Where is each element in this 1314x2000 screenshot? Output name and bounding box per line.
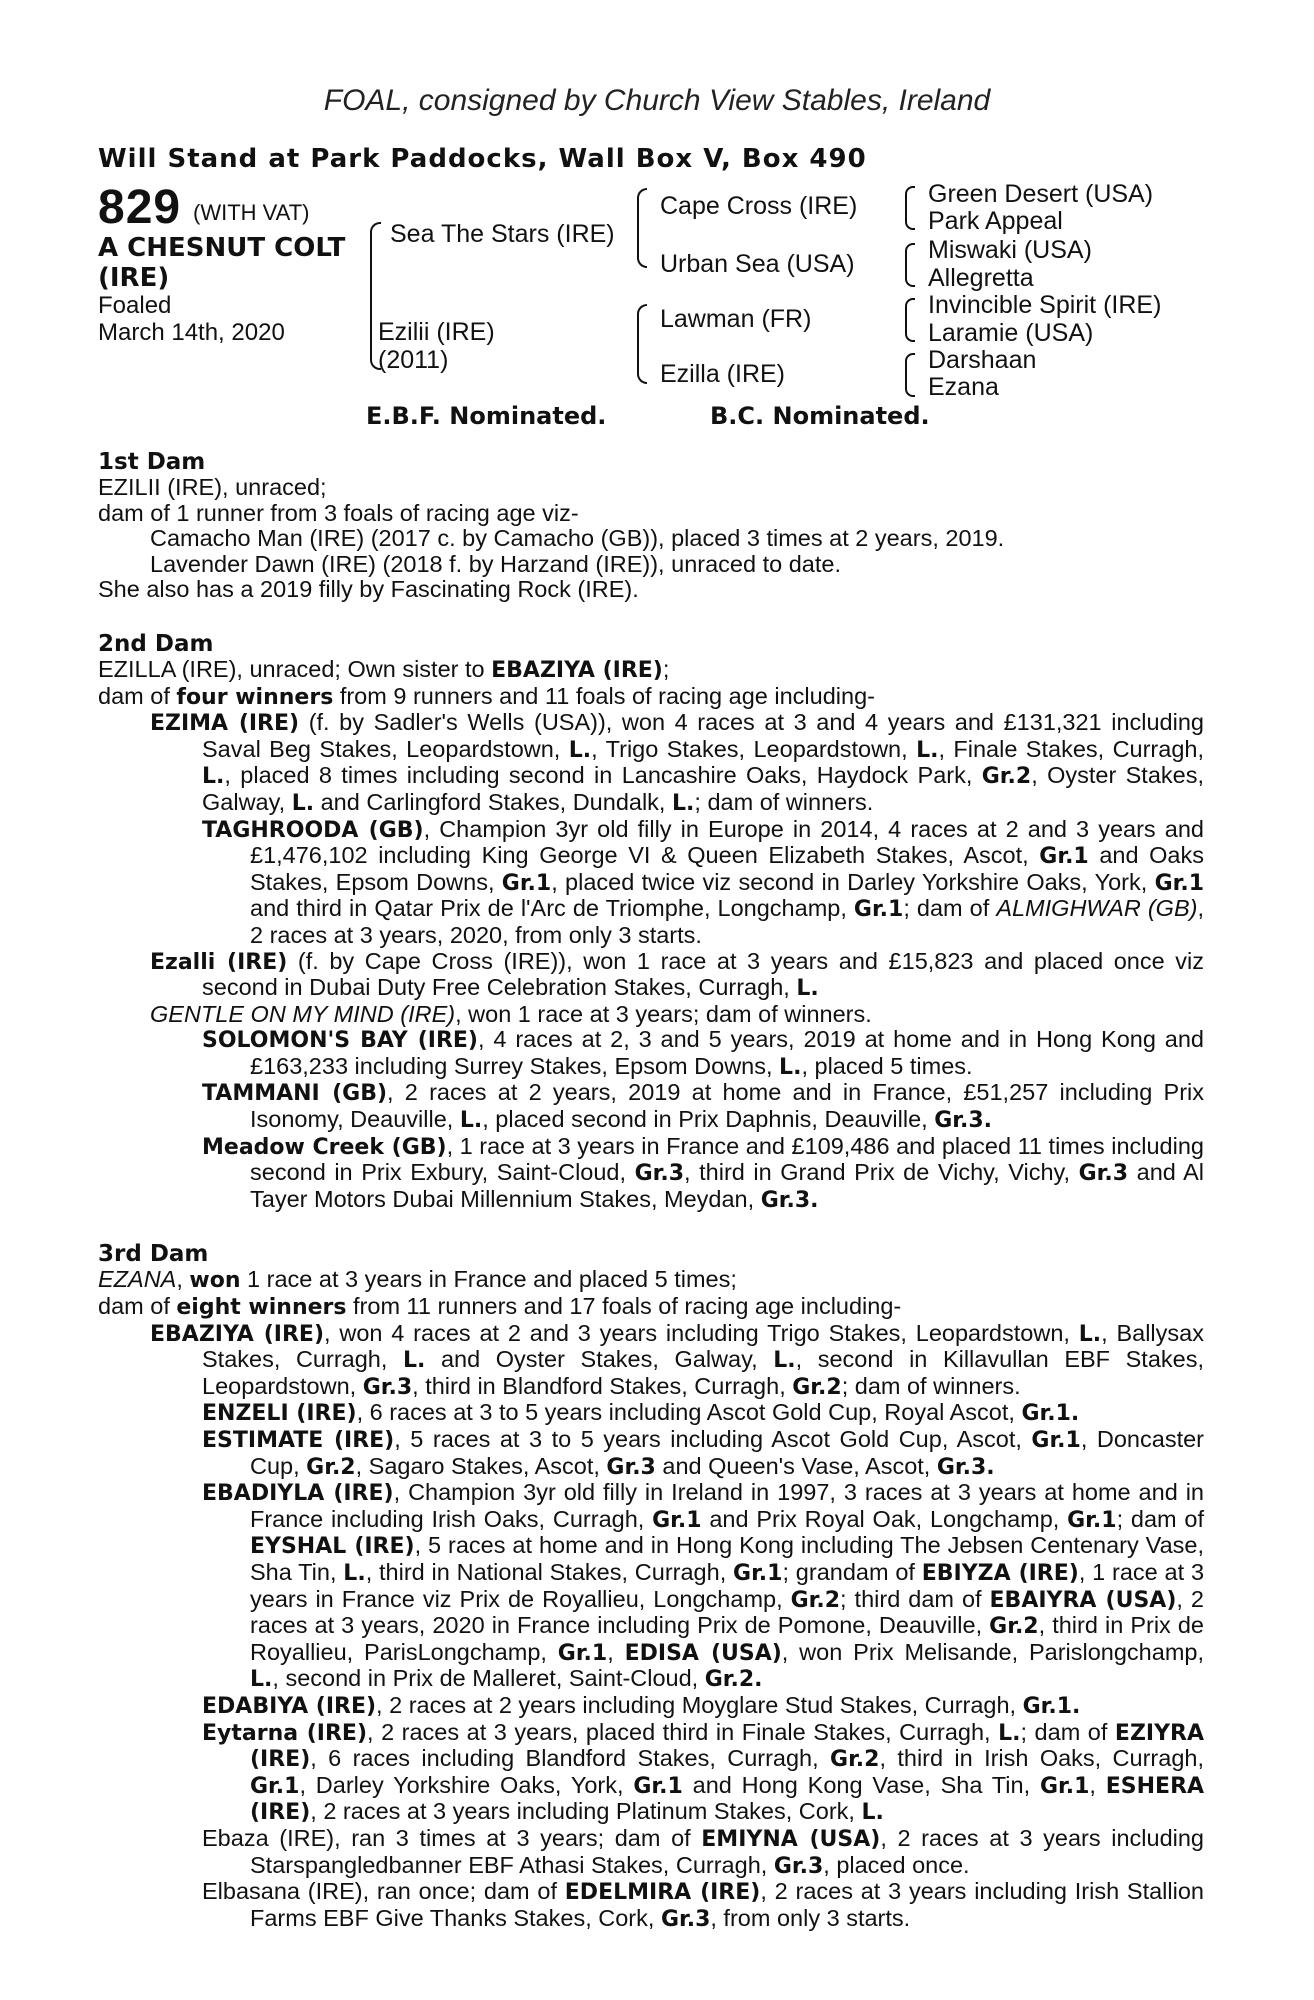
pedigree-brace-g3 [905, 298, 915, 342]
pedigree-sire-dam: Urban Sea (USA) [660, 250, 855, 278]
pedigree-dam-sire: Lawman (FR) [660, 305, 812, 333]
first-dam-line: EZILII (IRE), unraced; [98, 474, 327, 500]
pedigree-sire-sire: Cape Cross (IRE) [660, 192, 858, 220]
pedigree-brace-g1 [905, 186, 915, 230]
first-dam-heading: 1st Dam [98, 449, 206, 475]
produce-entry: Ezalli (IRE) (f. by Cape Cross (IRE)), won 1 race at 3 years and £15,823 and placed once viz second in Dubai Duty Free Celebration Stakes, Curragh, L. [150, 947, 1204, 1002]
first-dam-produce: Camacho Man (IRE) (2017 c. by Camacho (GB)), placed 3 times at 2 years, 2019. [150, 525, 1005, 552]
ebf-nominated: E.B.F. Nominated. [366, 402, 607, 430]
pedigree-g8: Ezana [928, 373, 999, 401]
third-dam-intro: EZANA, won 1 race at 3 years in France and placed 5 times; [98, 1266, 737, 1294]
pedigree-g3: Miswaki (USA) [928, 236, 1092, 264]
third-dam-heading: 3rd Dam [98, 1241, 209, 1268]
produce-entry: ENZELI (IRE), 6 races at 3 to 5 years including Ascot Gold Cup, Royal Ascot, Gr.1. [202, 1399, 1080, 1427]
pedigree-brace-dam-parents [637, 304, 647, 384]
stand-location: Will Stand at Park Paddocks, Wall Box V, Box 490 [98, 144, 867, 174]
first-dam-line: dam of 1 runner from 3 foals of racing age viz- [98, 499, 579, 526]
first-dam-produce: Lavender Dawn (IRE) (2018 f. by Harzand (IRE)), unraced to date. [150, 550, 841, 577]
lot-title-origin: (IRE) [98, 263, 170, 293]
pedigree-g1: Green Desert (USA) [928, 180, 1154, 208]
produce-entry: EDABIYA (IRE), 2 races at 2 years including Moyglare Stud Stakes, Curragh, Gr.1. [202, 1691, 1081, 1719]
produce-entry: EBAZIYA (IRE), won 4 races at 2 and 3 years including Trigo Stakes, Leopardstown, L., Ballysax Stakes, Curragh, L. and Oyster Stakes, Galway, L., second in Killavullan EBF Stakes, Leopardstown, Gr.3, third in Blandford Stakes, Curragh, Gr.2; dam of winners. [150, 1319, 1204, 1400]
second-dam-intro: dam of four winners from 9 runners and 11 foals of racing age including- [98, 682, 875, 710]
vat-note: (WITH VAT) [193, 200, 310, 225]
produce-entry: ESTIMATE (IRE), 5 races at 3 to 5 years including Ascot Gold Cup, Ascot, Gr.1, Doncaster Cup, Gr.2, Sagaro Stakes, Ascot, Gr.3 and Queen's Vase, Ascot, Gr.3. [202, 1426, 1204, 1480]
produce-entry: Elbasana (IRE), ran once; dam of EDELMIRA (IRE), 2 races at 3 years including Irish Stallion Farms EBF Give Thanks Stakes, Cork, Gr.3, from only 3 starts. [202, 1878, 1204, 1932]
produce-entry: Meadow Creek (GB), 1 race at 3 years in France and £109,486 and placed 11 times including second in Prix Exbury, Saint-Cloud, Gr.3, third in Grand Prix de Vichy, Vichy, Gr.3 and Al Tayer Motors Dubai Millennium Stakes, Meydan, Gr.3. [202, 1132, 1204, 1213]
foaled-date: March 14th, 2020 [98, 319, 285, 346]
pedigree-g2: Park Appeal [928, 207, 1063, 235]
consignment-line: FOAL, consigned by Church View Stables, Ireland [323, 84, 991, 117]
foaled-label: Foaled [98, 292, 172, 319]
produce-entry: TAMMANI (GB), 2 races at 2 years, 2019 at home and in France, £51,257 including Prix Isonomy, Deauville, L., placed second in Prix Daphnis, Deauville, Gr.3. [202, 1079, 1204, 1134]
first-dam-line: She also has a 2019 filly by Fascinating Rock (IRE). [98, 576, 639, 603]
second-dam-heading: 2nd Dam [98, 630, 214, 657]
produce-entry: GENTLE ON MY MIND (IRE), won 1 race at 3 years; dam of winners. [150, 1000, 872, 1027]
pedigree-brace-g4 [905, 353, 915, 397]
produce-entry: EBADIYLA (IRE), Champion 3yr old filly in Ireland in 1997, 3 races at 3 years at home and in France including Irish Oaks, Curragh, Gr.1 and Prix Royal Oak, Longchamp, Gr.1; dam of EYSHAL (IRE), 5 races at home and in Hong Kong including The Jebsen Centenary Vase, Sha Tin, L., third in National Stakes, Curragh, Gr.1; grandam of EBIYZA (IRE), 1 race at 3 years in France viz Prix de Royallieu, Longchamp, Gr.2; third dam of EBAIYRA (USA), 2 races at 3 years, 2020 in France including Prix de Pomone, Deauville, Gr.2, third in Prix de Royallieu, ParisLongchamp, Gr.1, EDISA (USA), won Prix Melisande, Parislongchamp, L., second in Prix de Malleret, Saint-Cloud, Gr.2. [202, 1479, 1205, 1693]
produce-entry: Eytarna (IRE), 2 races at 3 years, placed third in Finale Stakes, Curragh, L.; dam of EZIYRA (IRE), 6 races including Blandford Stakes, Curragh, Gr.2, third in Irish Oaks, Curragh, Gr.1, Darley Yorkshire Oaks, York, Gr.1 and Hong Kong Vase, Sha Tin, Gr.1, ESHERA (IRE), 2 races at 3 years including Platinum Stakes, Cork, L. [202, 1718, 1205, 1826]
pedigree-brace-sire-parents [637, 188, 647, 268]
pedigree-dam-dam: Ezilla (IRE) [660, 360, 786, 388]
pedigree-dam-year: (2011) [378, 346, 449, 374]
pedigree-dam: Ezilii (IRE) [378, 318, 495, 346]
bc-nominated: B.C. Nominated. [710, 402, 930, 430]
catalogue-body [98, 449, 1204, 1932]
produce-entry: TAGHROODA (GB), Champion 3yr old filly in Europe in 2014, 4 races at 2 and 3 years and £1,476,102 including King George VI & Queen Elizabeth Stakes, Ascot, Gr.1 and Oaks Stakes, Epsom Downs, Gr.1, placed twice viz second in Darley Yorkshire Oaks, York, Gr.1 and third in Qatar Prix de l'Arc de Triomphe, Longchamp, Gr.1; dam of ALMIGHWAR (GB), 2 races at 3 years, 2020, from only 3 starts. [202, 815, 1204, 948]
lot-number: 829 [98, 181, 182, 234]
pedigree-g5: Invincible Spirit (IRE) [928, 291, 1162, 319]
produce-entry: Ebaza (IRE), ran 3 times at 3 years; dam of EMIYNA (USA), 2 races at 3 years including Starspangledbanner EBF Athasi Stakes, Curragh, Gr.3, placed once. [202, 1824, 1204, 1879]
pedigree-g7: Darshaan [928, 346, 1037, 374]
lot-title: A CHESNUT COLT [98, 233, 346, 263]
produce-entry: EZIMA (IRE) (f. by Sadler's Wells (USA)), won 4 races at 3 and 4 years and £131,321 including Saval Beg Stakes, Leopardstown, L., Trigo Stakes, Leopardstown, L., Finale Stakes, Curragh, L., placed 8 times including second in Lancashire Oaks, Haydock Park, Gr.2, Oyster Stakes, Galway, L. and Carlingford Stakes, Dundalk, L.; dam of winners. [150, 709, 1205, 816]
pedigree-g6: Laramie (USA) [928, 319, 1094, 347]
pedigree-brace-g2 [905, 243, 915, 287]
pedigree-sire: Sea The Stars (IRE) [390, 220, 615, 248]
pedigree-g4: Allegretta [928, 264, 1034, 292]
second-dam-intro: EZILLA (IRE), unraced; Own sister to EBAZIYA (IRE); [98, 655, 670, 683]
third-dam-intro: dam of eight winners from 11 runners and 17 foals of racing age including- [98, 1293, 902, 1321]
produce-entry: SOLOMON'S BAY (IRE), 4 races at 2, 3 and 5 years, 2019 at home and in Hong Kong and £163,233 including Surrey Stakes, Epsom Downs, L., placed 5 times. [202, 1026, 1204, 1080]
